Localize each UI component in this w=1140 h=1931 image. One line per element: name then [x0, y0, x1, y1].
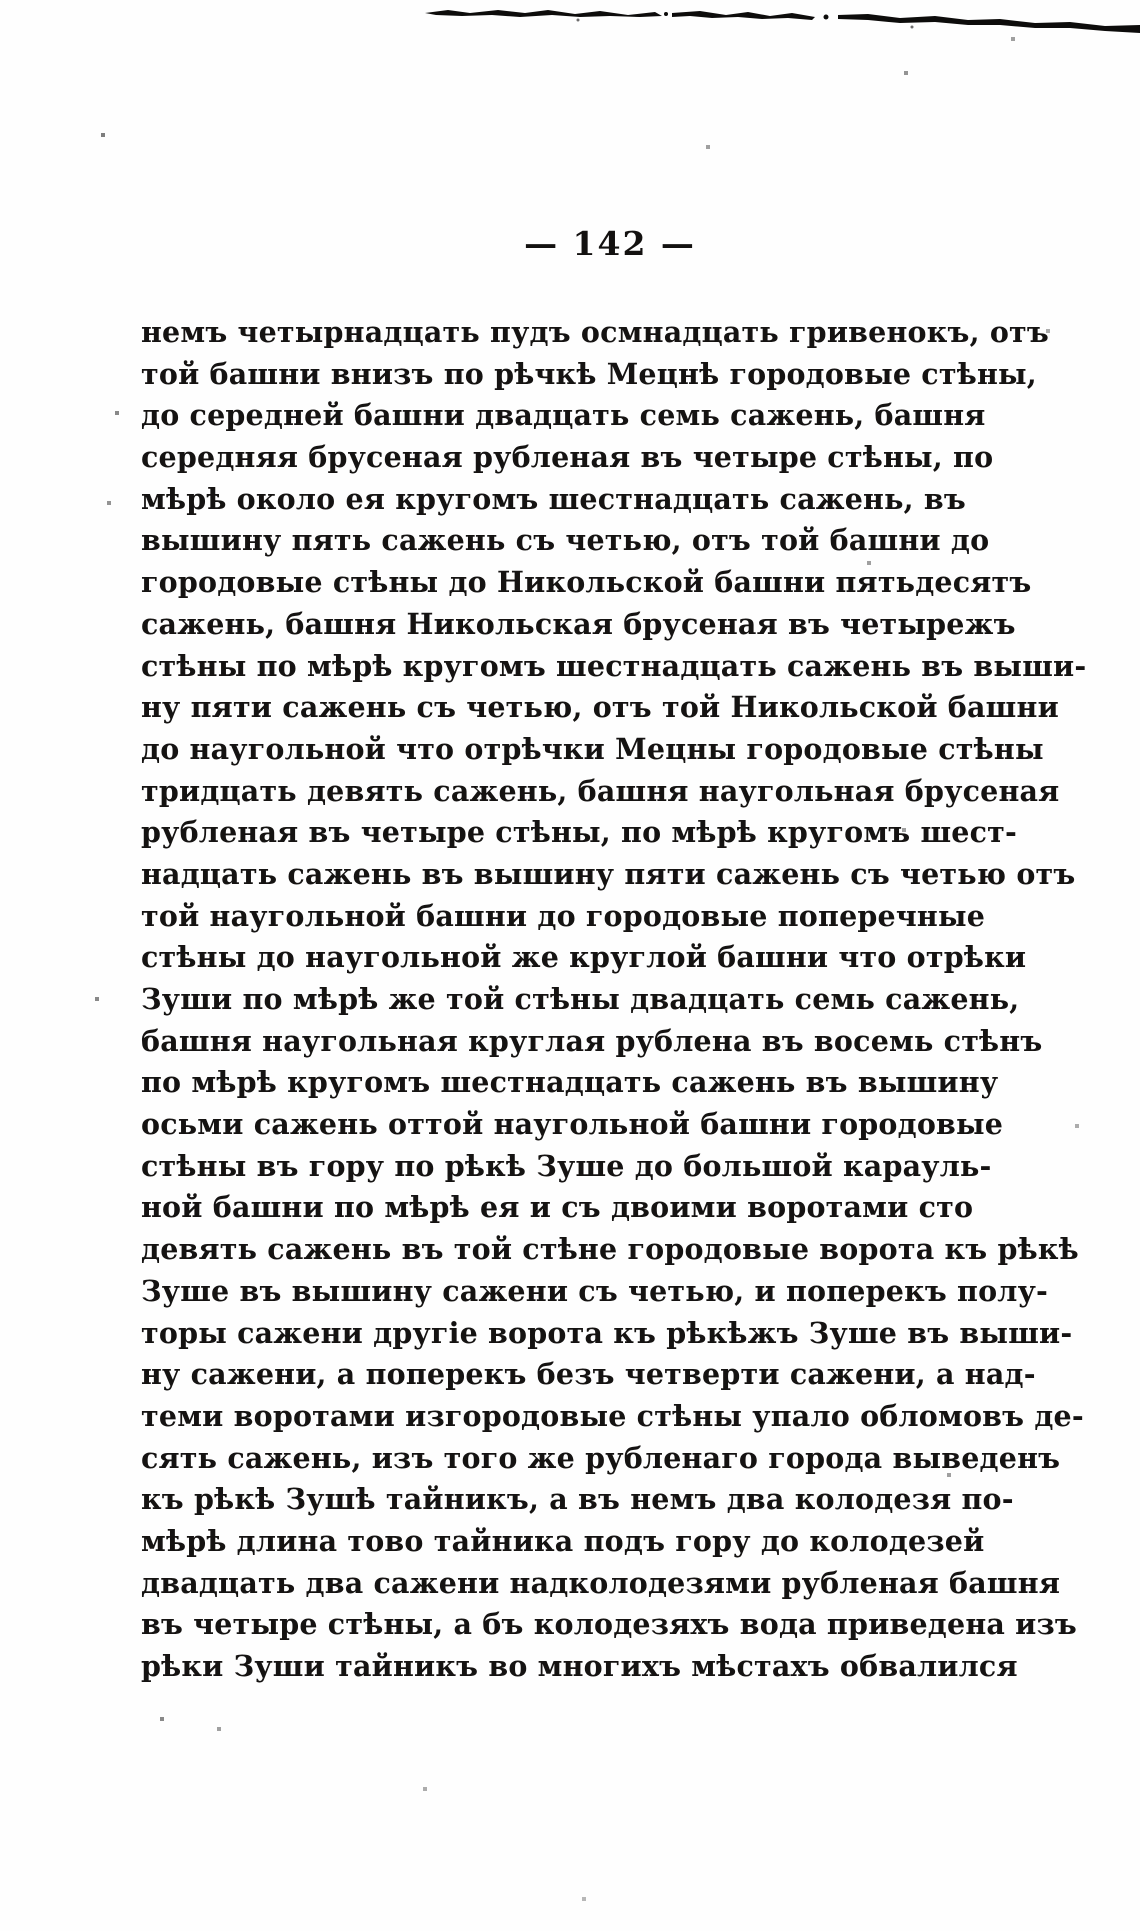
text-line: къ рѣкѣ Зушѣ тайникъ, а въ немъ два колодезя по-: [141, 1482, 1014, 1517]
text-line: мѣрѣ длина тово тайника подъ гору до колодезей: [141, 1523, 985, 1558]
text-line: до середней башни двадцать семь сажень, башня: [141, 398, 986, 433]
text-line: стѣны до наугольной же круглой башни что отрѣки: [141, 940, 1027, 975]
text-line: Зуше въ вышину сажени съ четью, и поперекъ полу-: [141, 1273, 1049, 1308]
text-line: до наугольной что отрѣчки Мецны городовые стѣны: [141, 731, 1044, 766]
text-line: теми воротами изгородовые стѣны упало обломовъ де-: [141, 1398, 1084, 1433]
scan-edge-smudge: [0, 0, 1140, 44]
scan-noise-speckles: [0, 0, 2, 2]
text-line: башня наугольная круглая рублена въ восемь стѣнъ: [141, 1023, 1043, 1058]
text-line: по мѣрѣ кругомъ шестнадцать сажень въ вышину: [141, 1065, 999, 1100]
body-text: [141, 312, 1087, 1688]
text-line: стѣны по мѣрѣ кругомъ шестнадцать сажень въ выши-: [141, 648, 1087, 683]
text-line: ну пяти сажень съ четью, отъ той Никольской башни: [141, 690, 1059, 725]
text-line: вышину пять сажень съ четью, отъ той башни до: [141, 523, 990, 558]
text-line: городовые стѣны до Никольской башни пятьдесятъ: [141, 565, 1032, 600]
text-line: стѣны въ гору по рѣкѣ Зуше до большой карауль-: [141, 1148, 992, 1183]
text-line: немъ четырнадцать пудъ осмнадцать гривенокъ, отъ: [141, 315, 1049, 349]
text-line: двадцать два сажени надколодезями рубленая башня: [141, 1565, 1061, 1600]
text-line: Зуши по мѣрѣ же той стѣны двадцать семь сажень,: [141, 982, 1020, 1016]
text-line: середняя брусеная рубленая въ четыре стѣны, по: [141, 440, 994, 475]
text-line: въ четыре стѣны, а бъ колодезяхъ вода приведена изъ: [141, 1607, 1077, 1642]
text-line: торы сажени другіе ворота къ рѣкѣжъ Зуше въ выши-: [141, 1315, 1073, 1350]
text-line: сять сажень, изъ того же рубленаго города выведенъ: [141, 1440, 1061, 1475]
text-line: девять сажень въ той стѣне городовые ворота къ рѣкѣ: [141, 1232, 1079, 1267]
text-line: той башни внизъ по рѣчкѣ Мецнѣ городовые стѣны,: [141, 356, 1037, 391]
text-line: осьми сажень оттой наугольной башни городовые: [141, 1107, 1004, 1142]
text-line: ну сажени, а поперекъ безъ четверти сажени, а над-: [141, 1357, 1036, 1392]
text-line: рѣки Зуши тайникъ во многихъ мѣстахъ обвалился: [141, 1649, 1018, 1683]
page-number: — 142 —: [524, 224, 696, 263]
text-line: той наугольной башни до городовые поперечные: [141, 898, 986, 933]
text-line: надцать сажень въ вышину пяти сажень съ четью отъ: [141, 856, 1076, 891]
text-line: ной башни по мѣрѣ ея и съ двоими воротами сто: [141, 1190, 974, 1225]
text-line: тридцать девять сажень, башня наугольная брусеная: [141, 773, 1060, 808]
text-line: сажень, башня Никольская брусеная въ четырежъ: [141, 606, 1016, 641]
text-line: рубленая въ четыре стѣны, по мѣрѣ кругомъ шест-: [141, 815, 1018, 850]
text-line: мѣрѣ около ея кругомъ шестнадцать сажень, въ: [141, 481, 966, 516]
